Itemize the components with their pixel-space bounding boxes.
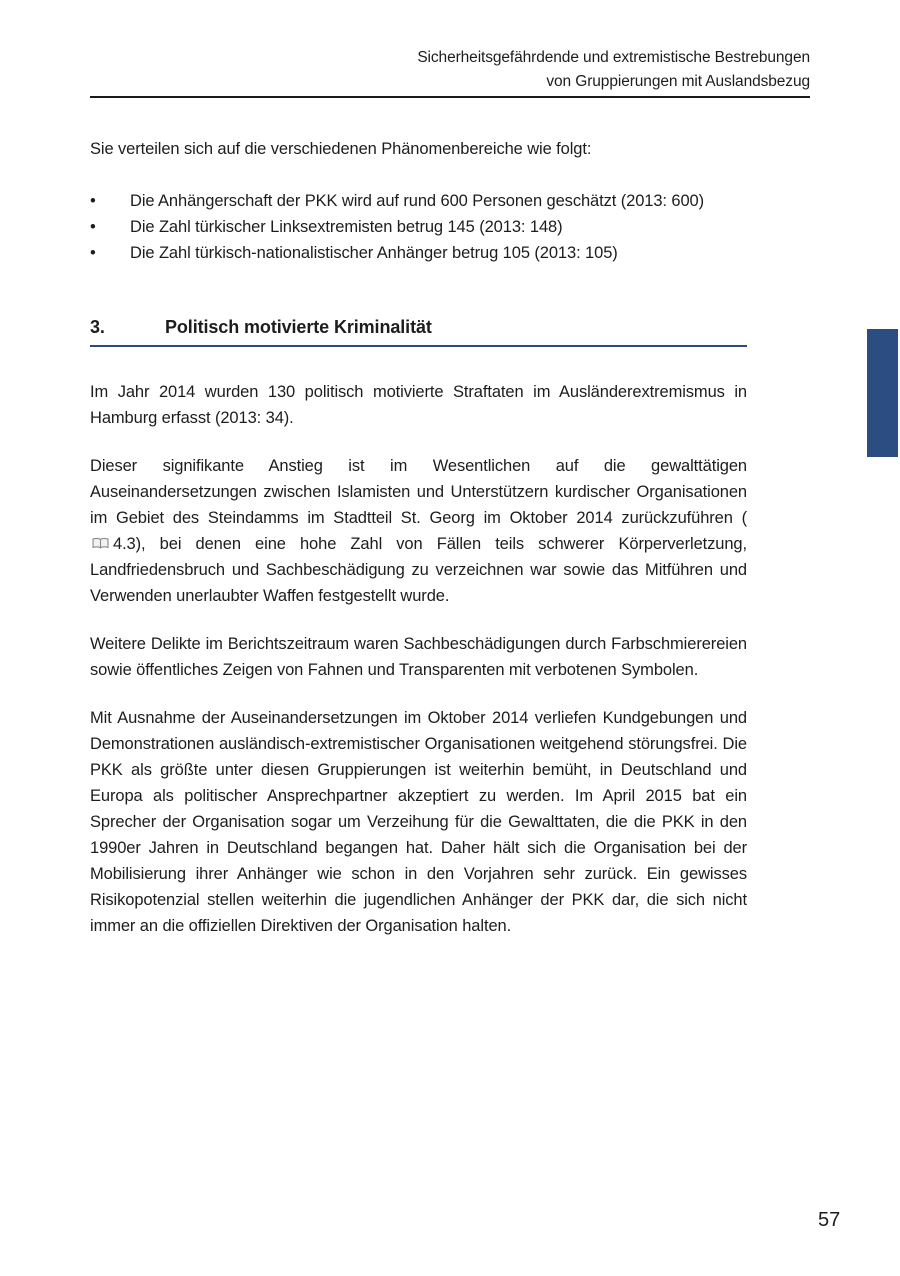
list-item [90,240,747,266]
paragraph-1: Im Jahr 2014 wurden 130 politisch motivierte Straftaten im Ausländerextremismus in Hamburg erfasst (2013: 34). [90,383,747,427]
open-book-icon [92,537,109,550]
reference-label: 4.3 [113,535,136,553]
section-number: 3. [90,317,105,337]
paragraph-2-text-after: ), bei denen eine hohe Zahl von Fällen teils schwerer Körperverletzung, Landfriedensbruch und Sachbeschädigung zu verzeichnen war sowie das Mitführen und Verwenden unerlaubter Waffen festgestellt wurde. [90,535,747,605]
header-rule [90,96,810,98]
chapter-side-tab [867,329,898,457]
bullet-list [90,188,747,266]
header-line-2: von Gruppierungen mit Auslandsbezug [546,73,810,90]
bullet-dot-icon: • [90,192,96,210]
paragraph-2 [90,453,747,609]
bullet-dot-icon: • [90,218,96,236]
paragraph-2-text-before: Dieser signifikante Anstieg ist im Wesentlichen auf die gewalttätigen Auseinandersetzungen zwischen Islamisten und Unterstützern kurdischer Organisationen im Gebiet des Steindamms im Stadtteil St. Georg im Oktober 2014 zurückzuführen ( [90,457,747,527]
paragraph-3: Weitere Delikte im Berichtszeitraum waren Sachbeschädigungen durch Farbschmierereien sowie öffentliches Zeigen von Fahnen und Transparenten mit verbotenen Symbolen. [90,635,747,679]
section-title: Politisch motivierte Kriminalität [165,317,432,337]
list-item [90,214,747,240]
cross-reference [90,535,136,553]
bullet-dot-icon: • [90,244,96,262]
bullet-text: Die Zahl türkischer Linksextremisten betrug 145 (2013: 148) [130,218,563,236]
intro-paragraph: Sie verteilen sich auf die verschiedenen Phänomenbereiche wie folgt: [90,140,592,158]
content-column [90,136,747,961]
section-heading [90,316,747,347]
bullet-text: Die Anhängerschaft der PKK wird auf rund 600 Personen geschätzt (2013: 600) [130,192,705,210]
paragraph-4: Mit Ausnahme der Auseinandersetzungen im Oktober 2014 verliefen Kundgebungen und Demonstrationen ausländisch-extremistischer Organisationen weitgehend störungsfrei. Die PKK als größte unter diesen Gruppierungen ist weiterhin bemüht, in Deutschland und Europa als politischer Ansprechpartner akzeptiert zu werden. Im April 2015 bat ein Sprecher der Organisation sogar um Verzeihung für die Gewalttaten, die die PKK in den 1990er Jahren in Deutschland begangen hat. Daher hält sich die Organisation bei der Mobilisierung ihrer Anhänger wie schon in den Vorjahren sehr zurück. Ein gewisses Risikopotenzial stellen weiterhin die jugendlichen Anhänger der PKK dar, die sich nicht immer an die offiziellen Direktiven der Organisation halten. [90,709,747,935]
header-line-1: Sicherheitsgefährdende und extremistische Bestrebungen [417,49,810,66]
page-number: 57 [818,1209,841,1231]
bullet-text: Die Zahl türkisch-nationalistischer Anhänger betrug 105 (2013: 105) [130,244,618,262]
list-item [90,188,747,214]
running-header [90,46,810,94]
